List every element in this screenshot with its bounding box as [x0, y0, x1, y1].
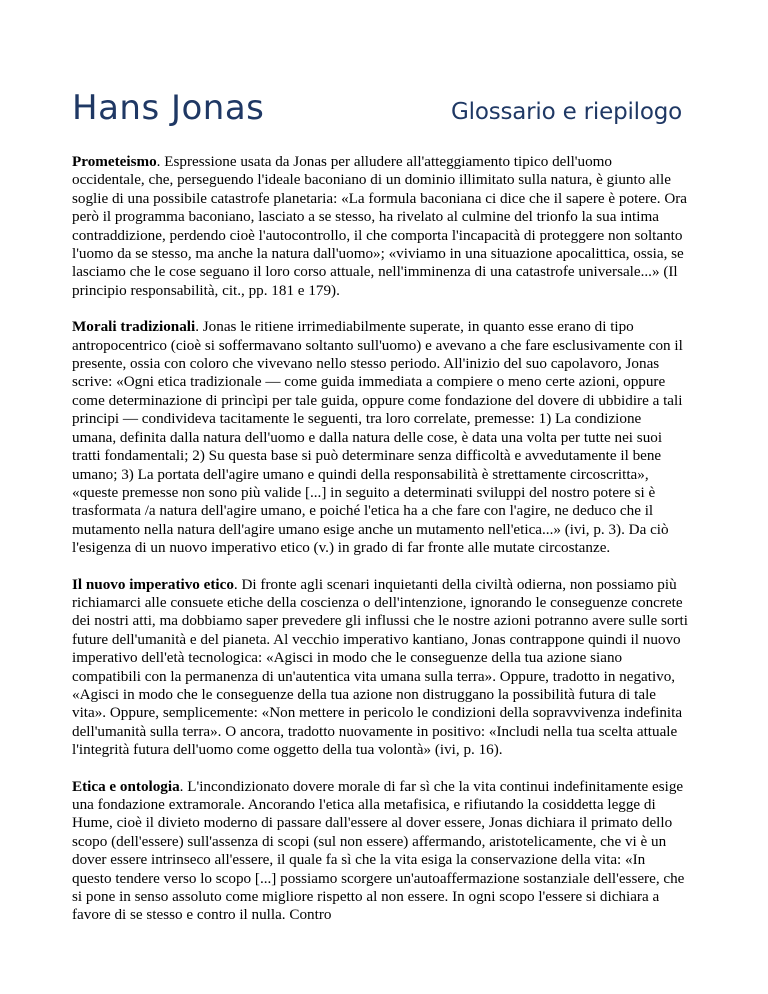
entry-term: Morali tradizionali — [72, 318, 196, 336]
glossary-entry-prometeismo — [72, 153, 688, 300]
entry-term: Il nuovo imperativo etico — [72, 575, 234, 593]
author-title: Hans Jonas — [72, 88, 265, 128]
entry-text: . Espressione usata da Jonas per alludere all'atteggiamento tipico dell'uomo occidentale, che, perseguendo l'ideale baconiano di un dominio illimitato sulla natura, è giunto alle soglie di una possibile catastrofe planetaria: «La formula baconiana ci dice che il sapere è potere. Ora però il programma baconiano, lasciato a se stesso, ha rivelato al culmine del trionfo la sua intima contraddizione, perdendo cioè l'autocontrollo, il che comporta l'incapacità di proteggere non soltanto l'uomo da se stesso, ma anche la natura dall'uomo»; «viviamo in una situazione apocalittica, ossia, se lasciamo che le cose seguano il loro corso attuale, nell'imminenza di una catastrofe universale...» (Il principio responsabilità, cit., pp. 181 e 179). — [72, 153, 688, 299]
entry-term: Prometeismo — [72, 153, 157, 170]
section-title: Glossario e riepilogo — [451, 99, 682, 125]
glossary-body — [72, 153, 688, 943]
page-header — [72, 88, 682, 128]
glossary-entry-morali-tradizionali — [72, 318, 688, 557]
glossary-entry-nuovo-imperativo — [72, 576, 688, 760]
entry-text: . L'incondizionato dovere morale di far sì che la vita continui indefinitamente esige una fondazione extramorale. Ancorando l'etica alla metafisica, e rifiutando la cosiddetta legge di Hume, cioè il divieto moderno di passare dall'essere al dover essere, Jonas dichiara il primato dello scopo (dell'essere) sull'assenza di scopi (sul non essere) affermando, aristotelicamente, che vi è un dover essere intrinseco all'essere, il quale fa sì che la vita esiga la conservazione della vita: «In questo tendere verso lo scopo [...] possiamo scorgere un'autoaffermazione sostanziale dell'essere, che si pone in senso assoluto come migliore rispetto al non essere. In ogni scopo l'essere si dichiara a favore di se stesso e contro il nulla. Contro — [72, 777, 685, 924]
glossary-entry-etica-ontologia — [72, 778, 688, 925]
entry-text: . Di fronte agli scenari inquietanti della civiltà odierna, non possiamo più richiamarci alle consuete etiche della coscienza o dell'intenzione, ignorando le conseguenze concrete dei nostri atti, ma dobbiamo saper prevedere gli influssi che le nostre azioni potranno avere sulle sorti future dell'umanità e del pianeta. Al vecchio imperativo kantiano, Jonas contrappone quindi il nuovo imperativo dell'età tecnologica: «Agisci in modo che le conseguenze della tua azione siano compatibili con la permanenza di un'autentica vita umana sulla terra». Oppure, tradotto in negativo, «Agisci in modo che le conseguenze della tua azione non distruggano la possibilità futura di tale vita». Oppure, semplicemente: «Non mettere in pericolo le condizioni della sopravvivenza indefinita dell'umanità sulla terra». O ancora, tradotto nuovamente in positivo: «Includi nella tua scelta attuale l'integrità futura dell'uomo come oggetto della tua volontà» (ivi, p. 16). — [72, 575, 688, 759]
entry-term: Etica e ontologia — [72, 777, 180, 795]
entry-text: . Jonas le ritiene irrimediabilmente superate, in quanto esse erano di tipo antropocentrico (cioè si soffermavano soltanto sull'uomo) e avevano a che fare esclusivamente con il presente, ossia con coloro che vivevano nello stesso periodo. All'inizio del suo capolavoro, Jonas scrive: «Ogni etica tradizionale — come guida immediata a compiere o meno certe azioni, oppure come determinazione di princìpi per tale guida, oppure come fondazione del dovere di ubbidire a tali principi — condivideva tacitamente le seguenti, tra loro correlate, premesse: 1) La condizione umana, definita dalla natura dell'uomo e dalla natura delle cose, è data una volta per tutte nei suoi tratti fondamentali; 2) Su questa base si può determinare senza difficoltà e avvedutamente il bene umano; 3) La portata dell'agire umano e quindi della responsabilità è strettamente circoscritta», «queste premesse non sono più valide [...] in seguito a determinati sviluppi del nostro potere si è trasformata /a natura dell'agire umano, e poiché l'etica ha a che fare con l'agire, ne deduco che il mutamento nella natura dell'agire umano esige anche un mutamento nell'etica...» (ivi, p. 3). Da ciò l'esigenza di un nuovo imperativo etico (v.) in grado di far fronte alle mutate circostanze. — [72, 318, 683, 557]
